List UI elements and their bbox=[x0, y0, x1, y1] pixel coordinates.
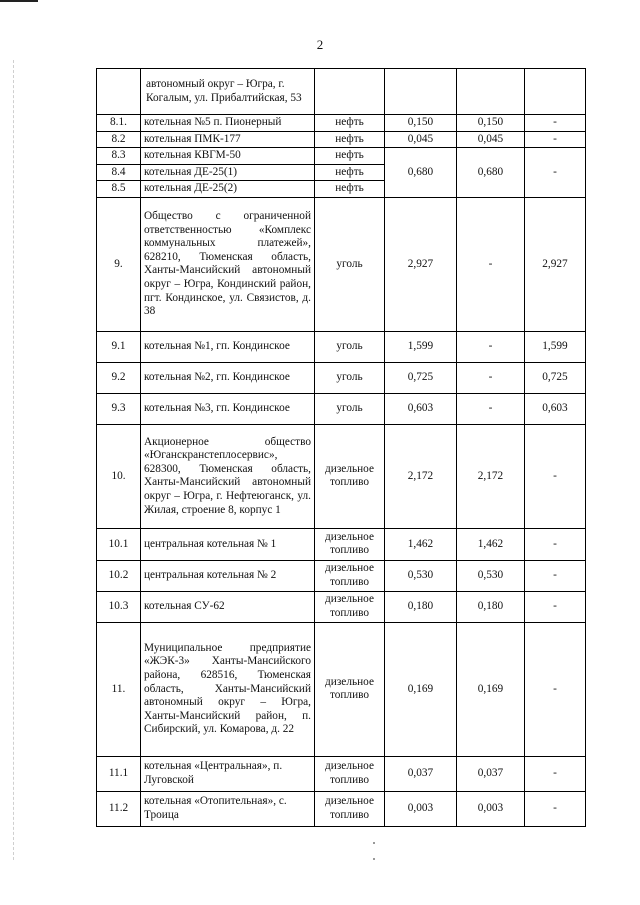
value-cell-2: - bbox=[457, 331, 525, 362]
table-row bbox=[97, 115, 586, 132]
value-cell-3: 0,725 bbox=[525, 362, 586, 393]
scan-speck bbox=[373, 842, 375, 844]
value-cell-3: - bbox=[525, 591, 586, 622]
boiler-name: котельная СУ-62 bbox=[141, 591, 315, 622]
table-row bbox=[97, 756, 586, 791]
table-row bbox=[97, 131, 586, 148]
boiler-name: центральная котельная № 1 bbox=[141, 528, 315, 560]
value-cell-3: - bbox=[525, 528, 586, 560]
value-cell-1: 1,462 bbox=[385, 528, 457, 560]
boiler-name: котельная №5 п. Пионерный bbox=[141, 115, 315, 132]
organization-name: Муниципальное предприятие «ЖЭК-3» Ханты-Мансийского района, 628516, Тюменская область, Ханты-Мансийский автономный округ – Югра, Ханты-Мансийский район, п. Сибирский, ул. Комарова, д. 22 bbox=[141, 622, 315, 756]
value-cell-1: 1,599 bbox=[385, 331, 457, 362]
value-cell-2: 0,150 bbox=[457, 115, 525, 132]
organization-name: Общество с ограниченной ответственностью «Комплекс коммунальных платежей», 628210, Тюменская область, Ханты-Мансийский автономный округ – Югра, Кондинский район, пгт. Кондинское, ул. Связистов, д. 38 bbox=[141, 197, 315, 331]
value-cell-2: 0,169 bbox=[457, 622, 525, 756]
fuel-cell: нефть bbox=[315, 164, 385, 181]
value-cell-3 bbox=[525, 69, 586, 115]
row-number: 10.2 bbox=[97, 560, 141, 591]
value-cell-3: - bbox=[525, 560, 586, 591]
value-cell-1: 2,172 bbox=[385, 424, 457, 528]
fuel-cell: дизельное топливо bbox=[315, 591, 385, 622]
boiler-name: котельная ПМК-177 bbox=[141, 131, 315, 148]
table-row bbox=[97, 197, 586, 331]
row-number: 11.2 bbox=[97, 791, 141, 826]
table-row bbox=[97, 560, 586, 591]
fuel-cell: уголь bbox=[315, 197, 385, 331]
value-cell-1: 0,045 bbox=[385, 131, 457, 148]
table-row bbox=[97, 791, 586, 826]
fuel-cell: дизельное топливо bbox=[315, 622, 385, 756]
value-cell-1: 0,680 bbox=[385, 148, 457, 198]
scan-speck bbox=[373, 858, 375, 860]
value-cell-2: 0,037 bbox=[457, 756, 525, 791]
row-number: 8.4 bbox=[97, 164, 141, 181]
value-cell-2: 0,045 bbox=[457, 131, 525, 148]
row-number: 8.5 bbox=[97, 181, 141, 198]
fuel-cell: дизельное топливо bbox=[315, 560, 385, 591]
row-number bbox=[97, 69, 141, 115]
row-number: 11.1 bbox=[97, 756, 141, 791]
value-cell-1: 0,003 bbox=[385, 791, 457, 826]
table-row bbox=[97, 331, 586, 362]
value-cell-3: - bbox=[525, 622, 586, 756]
value-cell-2: 0,003 bbox=[457, 791, 525, 826]
fuel-cell: нефть bbox=[315, 148, 385, 165]
fuel-cell: дизельное топливо bbox=[315, 791, 385, 826]
value-cell-1: 0,150 bbox=[385, 115, 457, 132]
fuel-cell: уголь bbox=[315, 331, 385, 362]
boiler-name: котельная «Центральная», п. Луговской bbox=[141, 756, 315, 791]
value-cell-2: - bbox=[457, 197, 525, 331]
value-cell-3: - bbox=[525, 131, 586, 148]
fuel-cell: дизельное топливо bbox=[315, 756, 385, 791]
boiler-name: котельная №1, гп. Кондинское bbox=[141, 331, 315, 362]
boiler-name: котельная №3, гп. Кондинское bbox=[141, 393, 315, 424]
value-cell-2: 0,180 bbox=[457, 591, 525, 622]
row-number: 9.1 bbox=[97, 331, 141, 362]
row-number: 9.3 bbox=[97, 393, 141, 424]
value-cell-1: 0,180 bbox=[385, 591, 457, 622]
boiler-name: котельная ДЕ-25(1) bbox=[141, 164, 315, 181]
value-cell-1: 0,037 bbox=[385, 756, 457, 791]
fuel-cell: уголь bbox=[315, 362, 385, 393]
value-cell-2: 2,172 bbox=[457, 424, 525, 528]
row-number: 10. bbox=[97, 424, 141, 528]
fuel-cell: уголь bbox=[315, 393, 385, 424]
value-cell-2: 1,462 bbox=[457, 528, 525, 560]
value-cell-3: - bbox=[525, 148, 586, 198]
fuel-cell: нефть bbox=[315, 181, 385, 198]
fuel-cell: дизельное топливо bbox=[315, 424, 385, 528]
table-row bbox=[97, 528, 586, 560]
boiler-name: котельная ДЕ-25(2) bbox=[141, 181, 315, 198]
scan-edge-mark bbox=[0, 0, 38, 2]
fuel-cell bbox=[315, 69, 385, 115]
row-number: 8.3 bbox=[97, 148, 141, 165]
value-cell-1: 0,725 bbox=[385, 362, 457, 393]
value-cell-1 bbox=[385, 69, 457, 115]
table-row bbox=[97, 69, 586, 115]
row-number: 10.1 bbox=[97, 528, 141, 560]
organization-name: Акционерное общество «Юганскранстеплосервис», 628300, Тюменская область, Ханты-Мансийский автономный округ – Югра, г. Нефтеюганск, ул. Жилая, строение 8, корпус 1 bbox=[141, 424, 315, 528]
value-cell-3: - bbox=[525, 791, 586, 826]
organization-cell bbox=[141, 69, 315, 115]
page-number: 2 bbox=[316, 37, 324, 52]
boiler-name: котельная №2, гп. Кондинское bbox=[141, 362, 315, 393]
value-cell-3: 0,603 bbox=[525, 393, 586, 424]
value-cell-3: - bbox=[525, 756, 586, 791]
fuel-cell: нефть bbox=[315, 131, 385, 148]
value-cell-3: 2,927 bbox=[525, 197, 586, 331]
scan-margin-line bbox=[13, 60, 14, 860]
row-number: 11. bbox=[97, 622, 141, 756]
boiler-name: центральная котельная № 2 bbox=[141, 560, 315, 591]
boiler-name: котельная КВГМ-50 bbox=[141, 148, 315, 165]
value-cell-3: - bbox=[525, 115, 586, 132]
row-number: 9.2 bbox=[97, 362, 141, 393]
table-row bbox=[97, 424, 586, 528]
value-cell-3: - bbox=[525, 424, 586, 528]
boiler-name: котельная «Отопительная», с. Троица bbox=[141, 791, 315, 826]
table-row bbox=[97, 591, 586, 622]
value-cell-2: 0,530 bbox=[457, 560, 525, 591]
organization-name: автономный округ – Югра, г. Когалым, ул. Прибалтийская, 53 bbox=[146, 77, 302, 104]
row-number: 8.2 bbox=[97, 131, 141, 148]
value-cell-2: - bbox=[457, 362, 525, 393]
table-row bbox=[97, 362, 586, 393]
fuel-cell: дизельное топливо bbox=[315, 528, 385, 560]
value-cell-1: 0,530 bbox=[385, 560, 457, 591]
value-cell-2 bbox=[457, 69, 525, 115]
row-number: 10.3 bbox=[97, 591, 141, 622]
value-cell-2: - bbox=[457, 393, 525, 424]
value-cell-1: 0,169 bbox=[385, 622, 457, 756]
table-row bbox=[97, 622, 586, 756]
fuel-cell: нефть bbox=[315, 115, 385, 132]
row-number: 9. bbox=[97, 197, 141, 331]
value-cell-1: 2,927 bbox=[385, 197, 457, 331]
value-cell-1: 0,603 bbox=[385, 393, 457, 424]
value-cell-3: 1,599 bbox=[525, 331, 586, 362]
value-cell-2: 0,680 bbox=[457, 148, 525, 198]
row-number: 8.1. bbox=[97, 115, 141, 132]
table-row bbox=[97, 393, 586, 424]
fuel-table bbox=[96, 68, 586, 827]
table-row bbox=[97, 148, 586, 165]
